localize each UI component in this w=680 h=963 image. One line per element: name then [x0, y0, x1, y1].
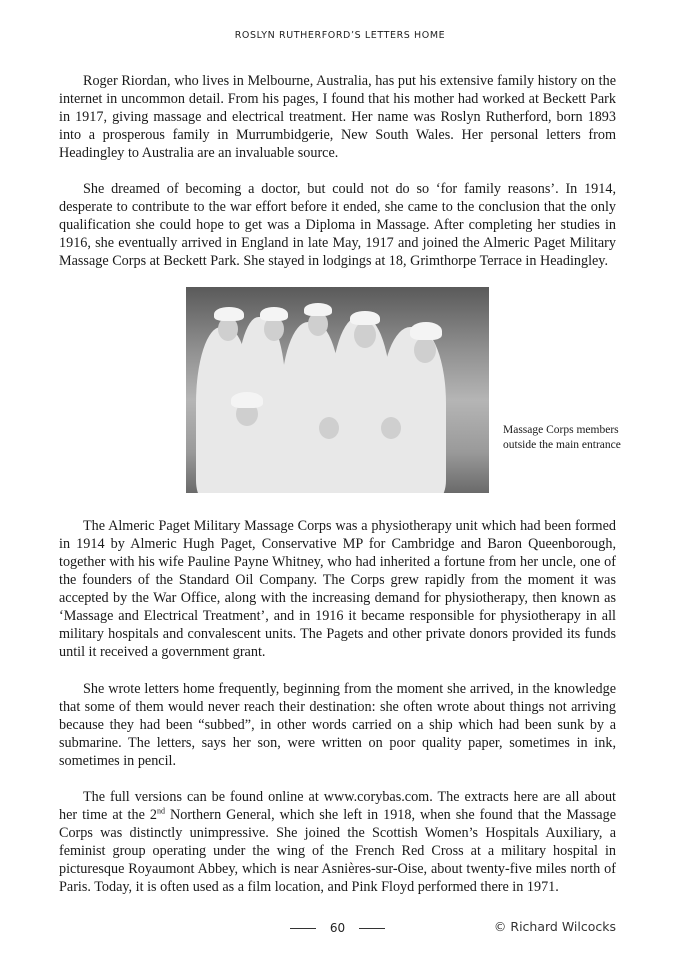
copyright-notice: © Richard Wilcocks: [493, 919, 616, 934]
photo-caption: Massage Corps members outside the main entrance: [503, 424, 621, 451]
paragraph-text: The full versions can be found online at www.corybas.com. The extracts here are all about her time at the 2: [59, 789, 616, 823]
paragraph-intro: Roger Riordan, who lives in Melbourne, Australia, has put his extensive family history on the internet in uncommon detail. From his pages, I found that his mother had worked at Beckett Park in 1917, giving massage and electrical treatment. Her name was Roslyn Rutherford, born 1893 into a prosperous family in Murrumbidgerie, New South Wales. Her personal letters from Headingley to Australia are an invaluable source.: [59, 73, 616, 161]
ordinal-superscript: nd: [156, 806, 165, 816]
page-number-footer: [290, 920, 385, 936]
paragraph-online-versions: [59, 788, 616, 896]
running-header: ROSLYN RUTHERFORD’S LETTERS HOME: [234, 30, 446, 41]
paragraph-corps-history: The Almeric Paget Military Massage Corps was a physiotherapy unit which had been formed in 1914 by Almeric Hugh Paget, Conservative MP for Cambridge and Baron Queenborough, together with his wife Pauline Payne Whitney, who had inherited a fortune from her uncle, one of the founders of the Standard Oil Company. The Corps grew rapidly from the moment it was accepted by the War Office, along with the increasing demand for physiotherapy, then known as ‘Massage and Electrical Treatment’, and in 1916 it became responsible for physiotherapy in all military hospitals and convalescent units. The Pagets and other private donors provided its funds until it received a government grant.: [59, 518, 616, 660]
paragraph-letters: She wrote letters home frequently, beginning from the moment she arrived, in the knowledge that some of them would never reach their destination: she often wrote about things not arriving because they had been “subbed”, in other words carried on a ship which had been sunk by a submarine. The letters, says her son, were written on poor quality paper, sometimes in ink, sometimes in pencil.: [59, 681, 616, 769]
paragraph-text: Northern General, which she left in 1918, when she found that the Massage Corps was distinctly unimpressive. She joined the Scottish Women’s Hospitals Auxiliary, a feminist group operating under the wing of the French Red Cross at a military hospital in picturesque Royaumont Abbey, which is near Asnières-sur-Oise, about twenty-five miles north of Paris. Today, it is often used as a film location, and Pink Floyd performed there in 1971.: [59, 807, 616, 895]
paragraph-background: She dreamed of becoming a doctor, but could not do so ‘for family reasons’. In 1914, desperate to contribute to the war effort before it ended, she came to the conclusion that the only qualification she could hope to get was a Diploma in Massage. After completing her studies in 1916, she eventually arrived in England in late May, 1917 and joined the Almeric Paget Military Massage Corps at Beckett Park. She stayed in lodgings at 18, Grimthorpe Terrace in Headingley.: [59, 181, 616, 269]
footer-rule-left: [290, 928, 316, 929]
footer-rule-right: [359, 928, 385, 929]
group-photo: [186, 287, 489, 493]
page-number: 60: [329, 921, 346, 935]
